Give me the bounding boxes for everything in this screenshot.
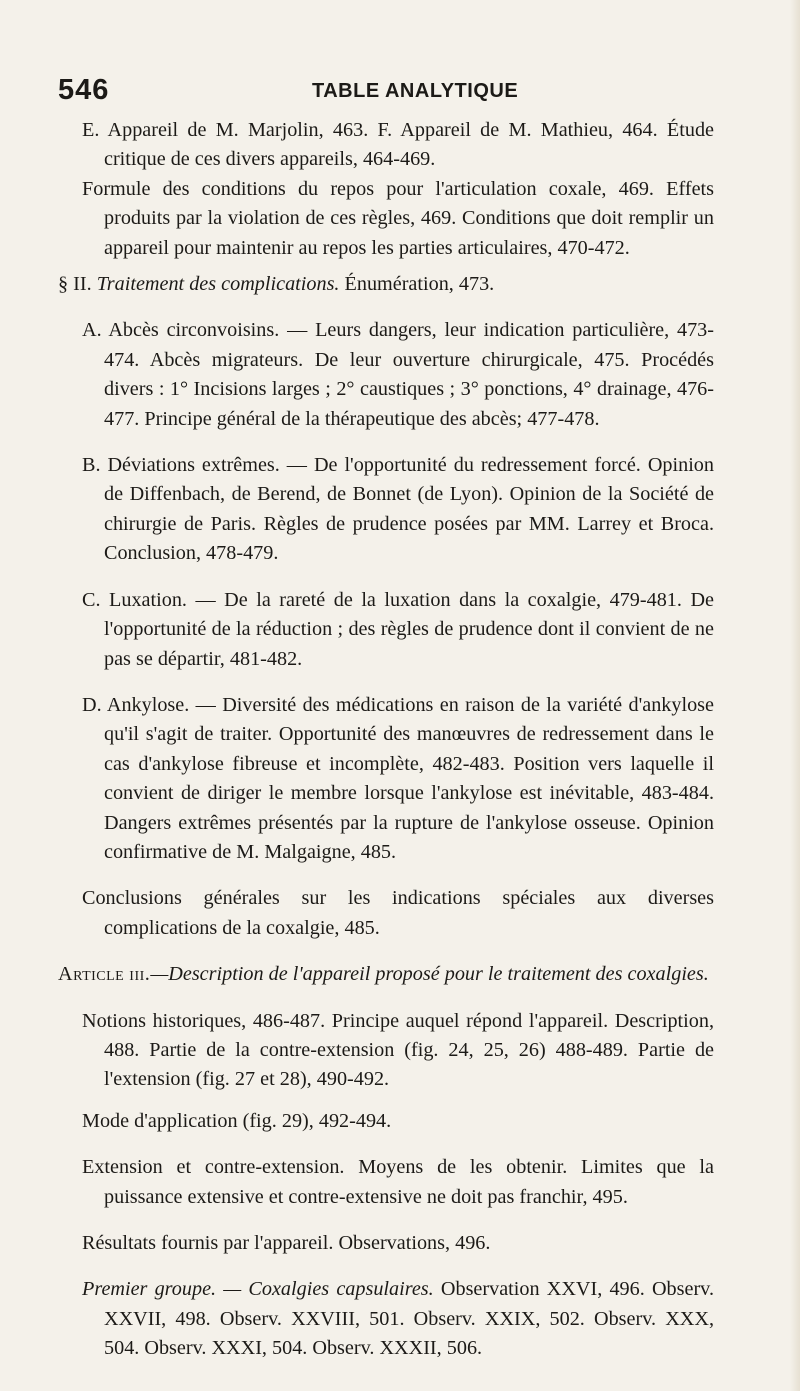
section-2-label: § II. xyxy=(58,273,92,296)
section-2-heading xyxy=(0,270,800,299)
groupe-label: Premier groupe. — Coxalgies capsulaires. xyxy=(82,1278,434,1301)
entry-b-deviations: B. Déviations extrêmes. — De l'opportunité du redressement forcé. Opinion de Diffenbach, de Berend, de Bonnet (de Lyon). Opinion de la Société de chirurgie de Paris. Règles de prudence posées par MM. Larrey et Broca. Conclusion, 478-479. xyxy=(82,454,714,565)
article-title: —Description de l'appareil proposé pour le traitement des coxalgies. xyxy=(150,963,709,986)
entry-extension: Extension et contre-extension. Moyens de les obtenir. Limites que la puissance extensive et contre-extensive ne doit pas franchir, 495. xyxy=(82,1156,714,1208)
article-number: iii. xyxy=(129,963,151,986)
entry-mode: Mode d'application (fig. 29), 492-494. xyxy=(82,1109,392,1132)
entry-conclusions: Conclusions générales sur les indications spéciales aux diverses complications de la coxalgie, 485. xyxy=(82,887,714,939)
section-2-rest: Énumération, 473. xyxy=(344,273,495,296)
article-3-heading xyxy=(0,960,800,989)
entry-c-luxation: C. Luxation. — De la rareté de la luxation dans la coxalgie, 479-481. De l'opportunité de la réduction ; des règles de prudence dont il convient de ne pas se départir, 481-482. xyxy=(82,588,714,670)
running-title: TABLE ANALYTIQUE xyxy=(312,80,519,102)
entry-formule: Formule des conditions du repos pour l'articulation coxale, 469. Effets produits par la violation de ces règles, 469. Conditions que doit remplir un appareil pour maintenir au repos les parties articulaires, 470-472. xyxy=(82,177,714,259)
index-body xyxy=(0,116,800,1364)
section-2-title: Traitement des complications. xyxy=(96,273,340,296)
entry-resultats: Résultats fournis par l'appareil. Observations, 496. xyxy=(82,1232,491,1254)
entry-notions: Notions historiques, 486-487. Principe auquel répond l'appareil. Description, 488. Partie de la contre-extension (fig. 24, 25, 26) 488-489. Partie de l'extension (fig. 27 et 28), 490-492. xyxy=(82,1009,714,1091)
article-label: Article xyxy=(58,963,125,986)
page-number: 546 xyxy=(58,74,110,106)
entry-premier-groupe xyxy=(0,1275,800,1363)
groupe-observations: Observation XXVI, 496. Observ. XXVII, 498. Observ. XXVIII, 501. Observ. XXIX, 502. Observ. XXX, 504. Observ. XXXI, 504. Observ. XXXII, 506. xyxy=(104,1278,714,1360)
entry-d-ankylose: D. Ankylose. — Diversité des médications en raison de la variété d'ankylose qu'il s'agit de traiter. Opportunité des manœuvres de redressement dans le cas d'ankylose fibreuse et incomplète, 482-483. Position vers laquelle il convient de diriger le membre lorsque l'ankylose est inévitable, 483-484. Dangers extrêmes présentés par la rupture de l'ankylose osseuse. Opinion confirmative de M. Malgaigne, 485. xyxy=(82,693,714,863)
page-edge-shadow xyxy=(790,0,800,1391)
entry-e-f: E. Appareil de M. Marjolin, 463. F. Appareil de M. Mathieu, 464. Étude critique de ces divers appareils, 464-469. xyxy=(82,119,714,171)
entry-a-abces: A. Abcès circonvoisins. — Leurs dangers, leur indication particulière, 473-474. Abcès migrateurs. De leur ouverture chirurgicale, 475. Procédés divers : 1° Incisions larges ; 2° caustiques ; 3° ponctions, 4° drainage, 476-477. Principe général de la thérapeutique des abcès; 477-478. xyxy=(82,319,714,430)
